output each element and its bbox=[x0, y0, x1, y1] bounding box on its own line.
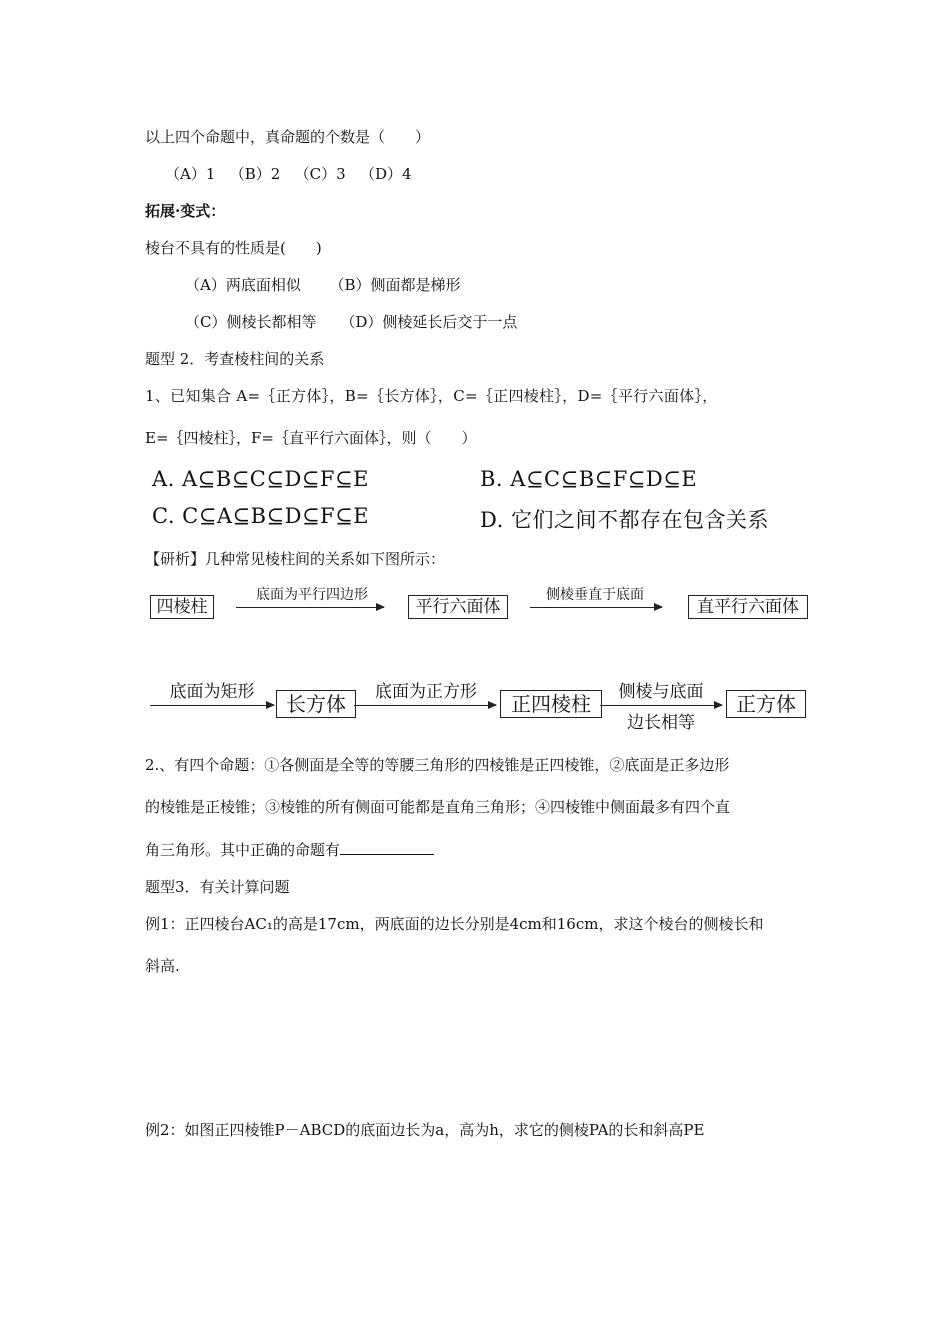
type2-q2-line3-text: 角三角形。其中正确的命题有 bbox=[145, 841, 341, 859]
type3-ex1-line2: 斜高. bbox=[145, 957, 180, 975]
type2-heading: 题型 2．考查棱柱间的关系 bbox=[145, 350, 325, 368]
flow2-arrow1 bbox=[150, 705, 274, 706]
flow2-arrow3-label-bottom: 边长相等 bbox=[627, 713, 695, 733]
flow1-box-parallelepiped: 平行六面体 bbox=[408, 595, 508, 619]
type3-ex2: 例2：如图正四棱锥P－ABCD的底面边长为a，高为h，求它的侧棱PA的长和斜高PE bbox=[145, 1121, 705, 1139]
flow1-arrow1 bbox=[236, 607, 384, 608]
type2-q1-line1: 1、已知集合 A=｛正方体｝，B=｛长方体｝，C=｛正四棱柱｝，D=｛平行六面体｝， bbox=[145, 387, 718, 405]
choice-c: C. C⊆A⊆B⊆D⊆F⊆E bbox=[152, 504, 370, 528]
choice-b: B. A⊆C⊆B⊆F⊆D⊆E bbox=[480, 467, 698, 491]
analysis-text: 【研析】几种常见棱柱间的关系如下图所示： bbox=[145, 550, 446, 568]
intro-options bbox=[165, 164, 412, 184]
type2-q1-line2: E=｛四棱柱｝，F=｛直平行六面体｝，则（ ） bbox=[145, 429, 477, 447]
intro-question: 以上四个命题中，真命题的个数是（ ） bbox=[145, 128, 431, 146]
extension-question: 棱台不具有的性质是( ) bbox=[145, 239, 322, 257]
extension-option-d: （D）侧棱延长后交于一点 bbox=[340, 313, 518, 331]
answer-blank[interactable] bbox=[340, 838, 434, 855]
flow1-arrow2 bbox=[530, 607, 662, 608]
extension-options-row1 bbox=[185, 275, 460, 295]
flow2-arrow2 bbox=[354, 705, 496, 706]
choice-a: A. A⊆B⊆C⊆D⊆F⊆E bbox=[152, 467, 369, 491]
type2-q2-line2: 的棱锥是正棱锥；③棱锥的所有侧面可能都是直角三角形；④四棱锥中侧面最多有四个直 bbox=[145, 798, 731, 816]
flow2-arrow2-label: 底面为正方形 bbox=[375, 682, 477, 702]
intro-option-c: （C）3 bbox=[294, 165, 346, 183]
extension-heading: 拓展·变式： bbox=[145, 202, 226, 220]
flow2-box-cube: 正方体 bbox=[726, 690, 806, 718]
type2-q2-line1: 2.、有四个命题：①各侧面是全等的等腰三角形的四棱锥是正四棱锥，②底面是正多边形 bbox=[145, 756, 730, 774]
extension-option-b: （B）侧面都是梯形 bbox=[329, 276, 461, 294]
flow1-arrow2-label: 侧棱垂直于底面 bbox=[546, 587, 644, 603]
flow1-box-quadrangular-prism: 四棱柱 bbox=[150, 595, 214, 619]
type2-q2-line3 bbox=[145, 838, 434, 860]
intro-option-b: （B）2 bbox=[229, 165, 281, 183]
flow2-box-cuboid: 长方体 bbox=[276, 690, 356, 718]
flow2-arrow3-label-top: 侧棱与底面 bbox=[618, 682, 704, 702]
flow2-arrow1-label: 底面为矩形 bbox=[169, 682, 255, 702]
flow1-arrow1-label: 底面为平行四边形 bbox=[256, 587, 368, 603]
flow2-box-regular-quad-prism: 正四棱柱 bbox=[500, 690, 602, 718]
intro-option-a: （A）1 bbox=[165, 165, 216, 183]
extension-option-a: （A）两底面相似 bbox=[185, 276, 301, 294]
type3-heading: 题型3．有关计算问题 bbox=[145, 878, 290, 896]
intro-option-d: （D）4 bbox=[359, 165, 412, 183]
flow1-box-right-parallelepiped: 直平行六面体 bbox=[688, 595, 808, 619]
choice-d: D. 它们之间不都存在包含关系 bbox=[480, 508, 769, 532]
flow2-arrow3 bbox=[600, 705, 722, 706]
extension-options-row2 bbox=[185, 312, 517, 332]
type3-ex1-line1: 例1：正四棱台AC₁的高是17cm，两底面的边长分别是4cm和16cm，求这个棱台的侧棱长和 bbox=[145, 915, 764, 933]
extension-option-c: （C）侧棱长都相等 bbox=[185, 313, 317, 331]
